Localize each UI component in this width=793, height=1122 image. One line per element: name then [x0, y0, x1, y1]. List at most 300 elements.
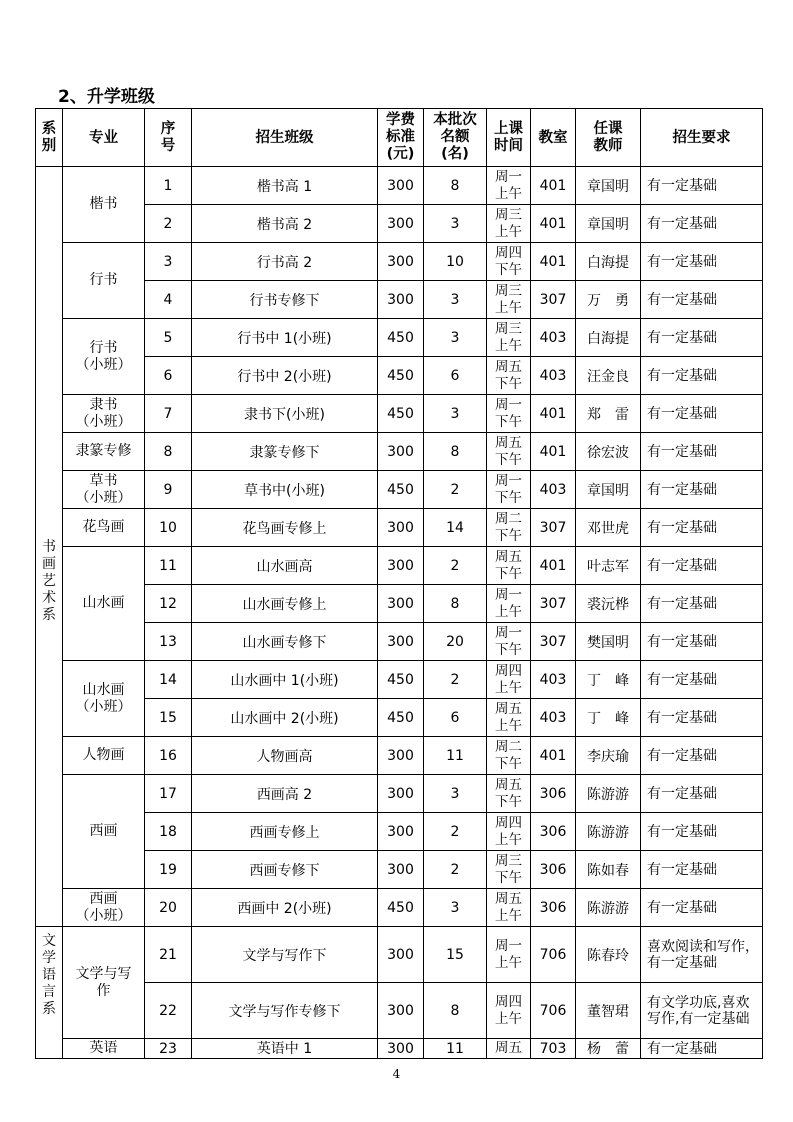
header-seq — [145, 109, 192, 167]
requirement-cell: 有一定基础 — [641, 433, 763, 471]
fee-cell: 300 — [378, 585, 424, 623]
text-line: 周三 — [495, 206, 522, 223]
class-cell: 花鸟画专修上 — [192, 509, 378, 547]
room-cell: 401 — [531, 395, 576, 433]
room-cell: 401 — [531, 243, 576, 281]
quota-cell: 8 — [424, 433, 487, 471]
class-cell: 西画专修上 — [192, 813, 378, 851]
class-cell: 山水画专修下 — [192, 623, 378, 661]
major-cell — [63, 167, 145, 243]
teacher-cell: 章国明 — [576, 167, 641, 205]
quota-cell: 8 — [424, 585, 487, 623]
requirement-cell: 有一定基础 — [641, 889, 763, 927]
table-row — [36, 395, 763, 433]
table-row — [36, 281, 763, 319]
text-line: 上午 — [495, 679, 522, 696]
seq-cell: 5 — [145, 319, 192, 357]
seq-cell: 9 — [145, 471, 192, 509]
table-row — [36, 243, 763, 281]
room-cell: 306 — [531, 775, 576, 813]
text-line: 艺 — [42, 573, 56, 589]
major-cell — [63, 319, 145, 395]
quota-cell: 2 — [424, 471, 487, 509]
time-cell — [487, 889, 531, 927]
text-line: 行书 — [89, 272, 118, 288]
text-line: 上午 — [495, 299, 522, 316]
major-cell — [63, 889, 145, 927]
text-line: 语 — [42, 967, 56, 983]
time-cell — [487, 623, 531, 661]
seq-cell: 7 — [145, 395, 192, 433]
room-cell: 706 — [531, 927, 576, 983]
text-line: 书 — [42, 539, 56, 555]
seq-cell: 10 — [145, 509, 192, 547]
table-row — [36, 813, 763, 851]
teacher-cell: 陈春玲 — [576, 927, 641, 983]
text-line: 草书 — [89, 472, 118, 489]
major-cell — [63, 927, 145, 1039]
requirement-cell: 有一定基础 — [641, 737, 763, 775]
text-line: 下午 — [495, 755, 522, 772]
header-fee — [378, 109, 424, 167]
teacher-cell: 白海提 — [576, 243, 641, 281]
department-cell — [36, 167, 63, 927]
seq-cell: 21 — [145, 927, 192, 983]
teacher-cell: 陈如春 — [576, 851, 641, 889]
text-line: 序 — [160, 120, 176, 137]
teacher-cell: 杨 蕾 — [576, 1039, 641, 1059]
text-line: 行书 — [89, 339, 118, 356]
teacher-cell: 徐宏波 — [576, 433, 641, 471]
fee-cell: 450 — [378, 319, 424, 357]
requirement-cell: 有一定基础 — [641, 281, 763, 319]
text-line: 本批次 — [433, 112, 477, 128]
fee-cell: 300 — [378, 205, 424, 243]
table-row — [36, 927, 763, 983]
requirement-cell: 有一定基础 — [641, 661, 763, 699]
time-cell — [487, 395, 531, 433]
room-cell: 307 — [531, 623, 576, 661]
text-line: （小班） — [75, 489, 132, 506]
time-cell — [487, 1039, 531, 1059]
requirement-cell: 有一定基础 — [641, 1039, 763, 1059]
requirement-cell: 有一定基础 — [641, 775, 763, 813]
major-cell — [63, 775, 145, 889]
room-cell: 703 — [531, 1039, 576, 1059]
table-row — [36, 547, 763, 585]
text-line: 教师 — [593, 137, 623, 154]
quota-cell: 14 — [424, 509, 487, 547]
text-line: 山水画 — [82, 595, 125, 611]
fee-cell: 300 — [378, 623, 424, 661]
quota-cell: 2 — [424, 547, 487, 585]
teacher-cell: 李庆瑜 — [576, 737, 641, 775]
header-dept — [36, 109, 63, 167]
seq-cell: 22 — [145, 983, 192, 1039]
text-line: （小班） — [75, 413, 132, 430]
time-cell — [487, 205, 531, 243]
room-cell: 401 — [531, 547, 576, 585]
seq-cell: 6 — [145, 357, 192, 395]
table-row — [36, 585, 763, 623]
seq-cell: 2 — [145, 205, 192, 243]
fee-cell: 300 — [378, 737, 424, 775]
table-row — [36, 357, 763, 395]
fee-cell: 450 — [378, 889, 424, 927]
table-row — [36, 471, 763, 509]
text-line: 时间 — [494, 137, 523, 154]
time-cell — [487, 775, 531, 813]
major-cell — [63, 471, 145, 509]
text-line: 言 — [42, 984, 56, 1000]
time-cell — [487, 547, 531, 585]
header-time — [487, 109, 531, 167]
teacher-cell: 章国明 — [576, 205, 641, 243]
table-row — [36, 319, 763, 357]
requirement-cell: 有一定基础 — [641, 471, 763, 509]
text-line: 下午 — [495, 451, 522, 468]
teacher-cell: 叶志军 — [576, 547, 641, 585]
text-line: 上午 — [495, 223, 522, 240]
text-line: 山水画 — [82, 681, 125, 698]
time-cell — [487, 927, 531, 983]
fee-cell: 300 — [378, 927, 424, 983]
quota-cell: 3 — [424, 319, 487, 357]
table-row — [36, 889, 763, 927]
time-cell — [487, 661, 531, 699]
teacher-cell: 丁 峰 — [576, 699, 641, 737]
requirement-cell: 有一定基础 — [641, 243, 763, 281]
table-row — [36, 623, 763, 661]
class-cell: 英语中 1 — [192, 1039, 378, 1059]
text-line: 系 — [42, 607, 56, 623]
text-line: 上课 — [494, 120, 523, 137]
text-line: （小班） — [75, 907, 132, 924]
room-cell: 306 — [531, 851, 576, 889]
seq-cell: 4 — [145, 281, 192, 319]
text-line: 下午 — [495, 261, 522, 278]
fee-cell: 300 — [378, 167, 424, 205]
class-cell: 楷书高 2 — [192, 205, 378, 243]
time-cell — [487, 471, 531, 509]
quota-cell: 3 — [424, 889, 487, 927]
table-row — [36, 737, 763, 775]
seq-cell: 19 — [145, 851, 192, 889]
time-cell — [487, 509, 531, 547]
text-line: 上午 — [495, 954, 522, 971]
seq-cell: 11 — [145, 547, 192, 585]
quota-cell: 8 — [424, 167, 487, 205]
text-line: 周四 — [495, 244, 522, 261]
class-cell: 草书中(小班) — [192, 471, 378, 509]
requirement-cell: 有一定基础 — [641, 395, 763, 433]
requirement-cell: 有一定基础 — [641, 205, 763, 243]
time-cell — [487, 813, 531, 851]
text-line: 下午 — [495, 869, 522, 886]
text-line: 人物画 — [82, 747, 125, 763]
seq-cell: 23 — [145, 1039, 192, 1059]
time-cell — [487, 243, 531, 281]
header-teacher — [576, 109, 641, 167]
text-line: 下午 — [495, 565, 522, 582]
room-cell: 403 — [531, 661, 576, 699]
text-line: 下午 — [495, 527, 522, 544]
header-row — [36, 109, 763, 167]
requirement-cell: 有一定基础 — [641, 547, 763, 585]
room-cell: 401 — [531, 433, 576, 471]
fee-cell: 300 — [378, 813, 424, 851]
page-number: 4 — [392, 1067, 401, 1081]
class-table — [35, 108, 763, 1059]
text-line: 文 — [42, 933, 56, 949]
text-line: 隶书 — [89, 396, 118, 413]
quota-cell: 6 — [424, 699, 487, 737]
text-line: 上午 — [495, 717, 522, 734]
section-title: 2、升学班级 — [58, 87, 155, 107]
requirement-cell: 有一定基础 — [641, 585, 763, 623]
quota-cell: 6 — [424, 357, 487, 395]
text-line: 下午 — [495, 375, 522, 392]
department-cell — [36, 927, 63, 1059]
requirement-cell: 有一定基础 — [641, 699, 763, 737]
quota-cell: 3 — [424, 395, 487, 433]
teacher-cell: 丁 峰 — [576, 661, 641, 699]
header-quota — [424, 109, 487, 167]
fee-cell: 300 — [378, 509, 424, 547]
text-line: 西画 — [89, 890, 118, 907]
text-line: 周三 — [495, 320, 522, 337]
fee-cell: 300 — [378, 433, 424, 471]
text-line: 下午 — [495, 413, 522, 430]
time-cell — [487, 281, 531, 319]
teacher-cell: 陈游游 — [576, 813, 641, 851]
teacher-cell: 陈游游 — [576, 775, 641, 813]
text-line: 别 — [41, 137, 57, 154]
quota-cell: 3 — [424, 775, 487, 813]
fee-cell: 300 — [378, 775, 424, 813]
text-line: 周一 — [495, 472, 522, 489]
class-cell: 行书专修下 — [192, 281, 378, 319]
text-line: 周五 — [495, 358, 522, 375]
table-row — [36, 1039, 763, 1059]
class-cell: 行书中 1(小班) — [192, 319, 378, 357]
text-line: 下午 — [495, 489, 522, 506]
fee-cell: 300 — [378, 983, 424, 1039]
teacher-cell: 白海提 — [576, 319, 641, 357]
room-cell: 403 — [531, 471, 576, 509]
fee-cell: 300 — [378, 1039, 424, 1059]
text-line: 周五 — [495, 1040, 522, 1056]
teacher-cell: 裘沅桦 — [576, 585, 641, 623]
requirement-cell: 有一定基础 — [641, 623, 763, 661]
text-line: 周一 — [495, 168, 522, 185]
requirement-cell: 喜欢阅读和写作，有一定基础 — [641, 927, 763, 983]
text-line: 隶篆专修 — [75, 443, 132, 459]
major-cell — [63, 1039, 145, 1059]
major-cell — [63, 737, 145, 775]
text-line: 花鸟画 — [82, 519, 125, 535]
room-cell: 307 — [531, 281, 576, 319]
class-cell: 山水画高 — [192, 547, 378, 585]
text-line: 上午 — [495, 603, 522, 620]
table-row — [36, 205, 763, 243]
text-line: (名) — [441, 146, 469, 162]
teacher-cell: 陈游游 — [576, 889, 641, 927]
text-line: 下午 — [495, 641, 522, 658]
quota-cell: 2 — [424, 851, 487, 889]
text-line: 号 — [160, 137, 176, 154]
table-row — [36, 699, 763, 737]
text-line: 名额 — [440, 129, 470, 145]
text-line: 学费 — [386, 112, 415, 128]
class-cell: 山水画中 1(小班) — [192, 661, 378, 699]
seq-cell: 3 — [145, 243, 192, 281]
room-cell: 401 — [531, 737, 576, 775]
text-line: 周三 — [495, 282, 522, 299]
text-line: 作 — [96, 982, 111, 999]
seq-cell: 12 — [145, 585, 192, 623]
text-line: （小班） — [75, 356, 132, 373]
text-line: 周四 — [495, 662, 522, 679]
room-cell: 307 — [531, 585, 576, 623]
text-line: 学 — [42, 950, 56, 966]
fee-cell: 450 — [378, 661, 424, 699]
text-line: 周五 — [495, 890, 522, 907]
fee-cell: 300 — [378, 281, 424, 319]
text-line: 周四 — [495, 814, 522, 831]
seq-cell: 20 — [145, 889, 192, 927]
room-cell: 306 — [531, 813, 576, 851]
class-cell: 文学与写作下 — [192, 927, 378, 983]
text-line: 标准 — [386, 129, 415, 145]
class-cell: 隶篆专修下 — [192, 433, 378, 471]
time-cell — [487, 737, 531, 775]
major-cell — [63, 547, 145, 661]
text-line: 系 — [42, 1001, 56, 1017]
table-row — [36, 167, 763, 205]
teacher-cell: 章国明 — [576, 471, 641, 509]
teacher-cell: 董智珺 — [576, 983, 641, 1039]
class-cell: 楷书高 1 — [192, 167, 378, 205]
room-cell: 403 — [531, 699, 576, 737]
text-line: 上午 — [495, 185, 522, 202]
header-class: 招生班级 — [192, 109, 378, 167]
fee-cell: 300 — [378, 851, 424, 889]
quota-cell: 11 — [424, 737, 487, 775]
seq-cell: 14 — [145, 661, 192, 699]
room-cell: 706 — [531, 983, 576, 1039]
seq-cell: 16 — [145, 737, 192, 775]
class-cell: 行书中 2(小班) — [192, 357, 378, 395]
room-cell: 403 — [531, 319, 576, 357]
text-line: 周二 — [495, 738, 522, 755]
class-cell: 山水画专修上 — [192, 585, 378, 623]
quota-cell: 3 — [424, 205, 487, 243]
text-line: 周四 — [495, 993, 522, 1010]
text-line: 任课 — [593, 120, 623, 137]
teacher-cell: 郑 雷 — [576, 395, 641, 433]
time-cell — [487, 851, 531, 889]
text-line: 周一 — [495, 937, 522, 954]
fee-cell: 300 — [378, 243, 424, 281]
class-cell: 西画高 2 — [192, 775, 378, 813]
teacher-cell: 樊国明 — [576, 623, 641, 661]
text-line: 周一 — [495, 586, 522, 603]
text-line: 上午 — [495, 1010, 522, 1027]
quota-cell: 15 — [424, 927, 487, 983]
text-line: 周一 — [495, 624, 522, 641]
text-line: 楷书 — [89, 196, 118, 212]
quota-cell: 11 — [424, 1039, 487, 1059]
time-cell — [487, 699, 531, 737]
teacher-cell: 万 勇 — [576, 281, 641, 319]
text-line: 术 — [42, 590, 56, 606]
requirement-cell: 有文学功底,喜欢写作,有一定基础 — [641, 983, 763, 1039]
class-cell: 人物画高 — [192, 737, 378, 775]
text-line: 系 — [41, 120, 57, 137]
table-row — [36, 661, 763, 699]
requirement-cell: 有一定基础 — [641, 319, 763, 357]
quota-cell: 2 — [424, 813, 487, 851]
fee-cell: 450 — [378, 357, 424, 395]
header-room: 教室 — [531, 109, 576, 167]
class-cell: 行书高 2 — [192, 243, 378, 281]
requirement-cell: 有一定基础 — [641, 167, 763, 205]
quota-cell: 3 — [424, 281, 487, 319]
text-line: 文学与写 — [75, 965, 132, 982]
text-line: 画 — [42, 556, 56, 572]
room-cell: 403 — [531, 357, 576, 395]
text-line: 上午 — [495, 337, 522, 354]
text-line: 上午 — [495, 831, 522, 848]
text-line: 周五 — [495, 548, 522, 565]
fee-cell: 450 — [378, 699, 424, 737]
text-line: 英语 — [89, 1040, 118, 1056]
teacher-cell: 邓世虎 — [576, 509, 641, 547]
room-cell: 401 — [531, 167, 576, 205]
requirement-cell: 有一定基础 — [641, 851, 763, 889]
room-cell: 306 — [531, 889, 576, 927]
table-row — [36, 983, 763, 1039]
time-cell — [487, 167, 531, 205]
time-cell — [487, 585, 531, 623]
fee-cell: 450 — [378, 395, 424, 433]
teacher-cell: 汪金良 — [576, 357, 641, 395]
major-cell — [63, 509, 145, 547]
text-line: 上午 — [495, 907, 522, 924]
class-cell: 山水画中 2(小班) — [192, 699, 378, 737]
fee-cell: 300 — [378, 547, 424, 585]
text-line: 周二 — [495, 510, 522, 527]
major-cell — [63, 395, 145, 433]
text-line: (元) — [386, 146, 415, 162]
major-cell — [63, 243, 145, 319]
text-line: 周三 — [495, 852, 522, 869]
requirement-cell: 有一定基础 — [641, 357, 763, 395]
table-row — [36, 851, 763, 889]
time-cell — [487, 433, 531, 471]
table-row — [36, 775, 763, 813]
seq-cell: 13 — [145, 623, 192, 661]
requirement-cell: 有一定基础 — [641, 509, 763, 547]
room-cell: 307 — [531, 509, 576, 547]
class-cell: 文学与写作专修下 — [192, 983, 378, 1039]
text-line: 周五 — [495, 434, 522, 451]
text-line: 周五 — [495, 700, 522, 717]
time-cell — [487, 319, 531, 357]
header-req: 招生要求 — [641, 109, 763, 167]
text-line: 周五 — [495, 776, 522, 793]
